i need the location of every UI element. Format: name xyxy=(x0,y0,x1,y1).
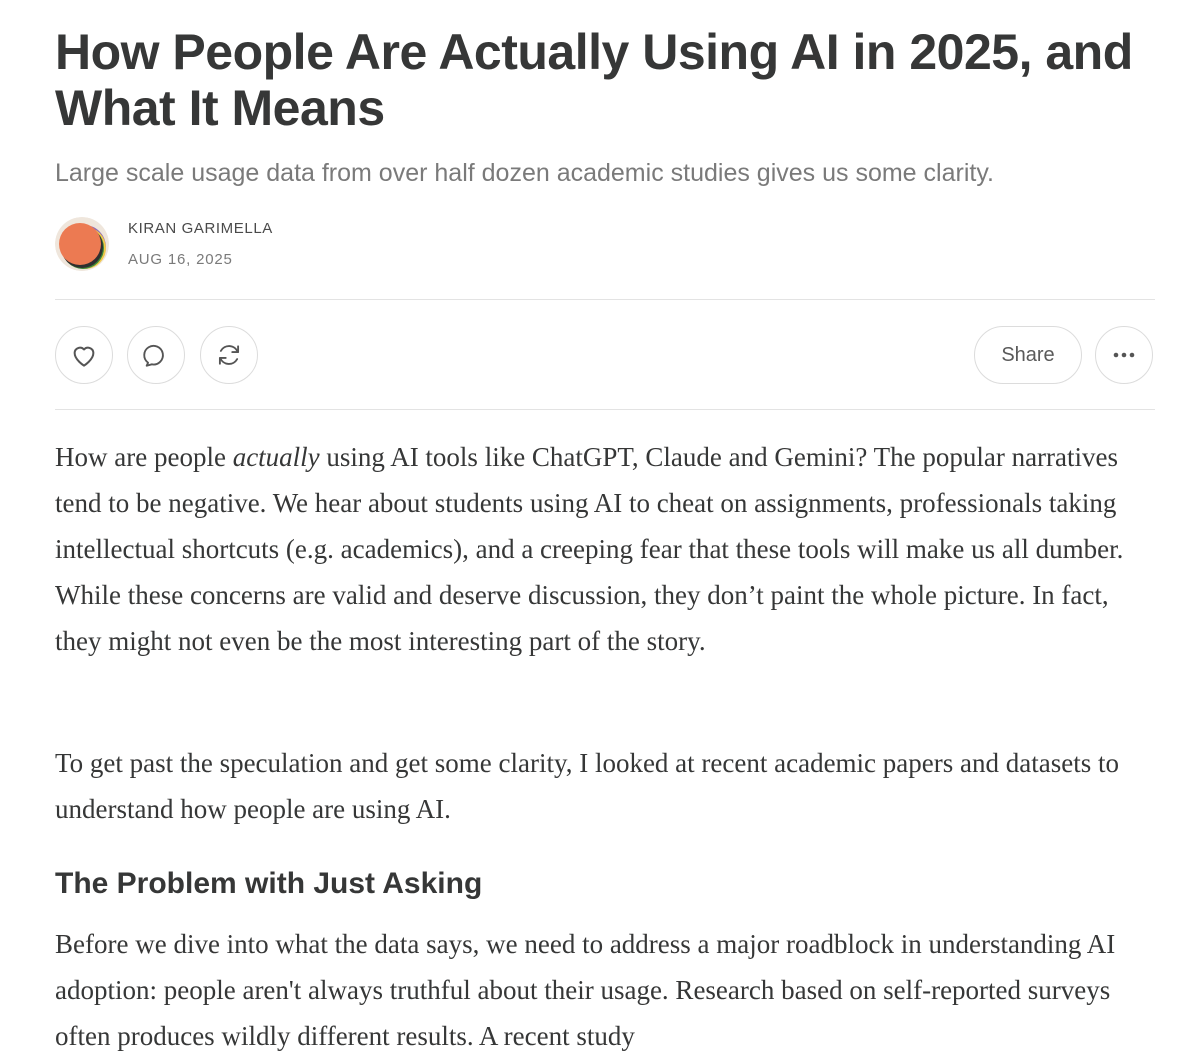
article-subtitle: Large scale usage data from over half dozen academic studies gives us some clarity. xyxy=(55,159,994,187)
divider xyxy=(55,409,1155,410)
avatar-image xyxy=(55,217,109,271)
emphasis-text: actually xyxy=(232,442,320,472)
paragraph-intro-suffix: using AI tools like ChatGPT, Claude and Gemini? The popular narratives tend to be negative. We hear about students using AI to cheat on assignments, professionals taking intellectual shortcuts (e.g. academics), and a creeping fear that these tools will make us all dumber. While these concerns are valid and deserve discussion, they don’t paint the whole picture. In fact, they might not even be the most interesting part of the story. xyxy=(55,442,1124,656)
ellipsis-icon xyxy=(1111,351,1137,359)
divider xyxy=(55,299,1155,300)
paragraph-intro-prefix: How are people xyxy=(55,442,233,472)
restack-button[interactable] xyxy=(200,326,258,384)
author-avatar[interactable] xyxy=(55,217,109,271)
more-options-button[interactable] xyxy=(1095,326,1153,384)
post-date: AUG 16, 2025 xyxy=(128,251,233,268)
share-button[interactable]: Share xyxy=(974,326,1082,384)
article-title: How People Are Actually Using AI in 2025, and What It Means xyxy=(55,24,1133,136)
comment-icon xyxy=(142,341,170,369)
paragraph-intro xyxy=(55,434,1155,664)
like-button[interactable] xyxy=(55,326,113,384)
section-heading: The Problem with Just Asking xyxy=(55,867,483,900)
paragraph-problem: Before we dive into what the data says, we need to address a major roadblock in understanding AI adoption: people aren't always truthful about their usage. Research based on self-reported surveys often produces wildly different results. A recent study xyxy=(55,929,1116,1051)
paragraph-method: To get past the speculation and get some clarity, I looked at recent academic papers and datasets to understand how people are using AI. xyxy=(55,748,1119,824)
heart-icon xyxy=(69,340,99,370)
comment-button[interactable] xyxy=(127,326,185,384)
author-name[interactable]: KIRAN GARIMELLA xyxy=(128,220,273,237)
restack-icon xyxy=(215,341,243,369)
